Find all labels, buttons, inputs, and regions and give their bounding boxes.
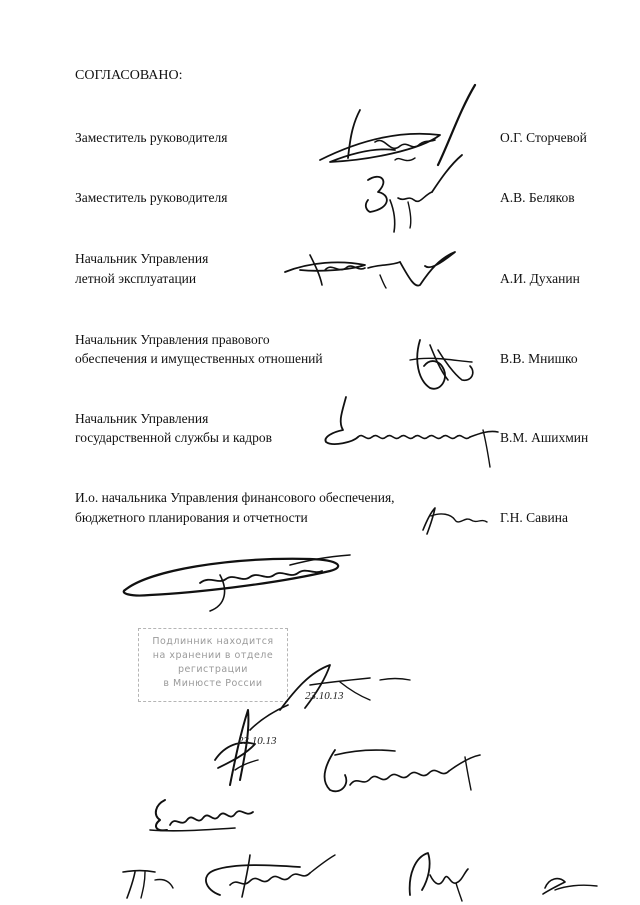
approver-2-position: Заместитель руководителя [75,190,228,205]
signature-7 [110,545,370,620]
signature-10 [315,735,495,805]
stamp-line-4: в Минюсте России [163,678,263,689]
stamp-line-2: на хранении в отделе [152,650,274,661]
signature-4 [400,330,490,400]
approver-3-position-line-1: Начальник Управления [75,251,209,266]
approver-5-position-line-1: Начальник Управления [75,411,209,426]
approver-5-name: В.М. Ашихмин [500,430,589,445]
signature-6 [415,500,495,540]
approver-3-position-line-2: летной эксплуатации [75,271,197,286]
approver-5-position-line-2: государственной службы и кадров [75,430,273,445]
signature-3 [280,240,470,300]
signature-2 [350,150,480,240]
approver-4-name: В.В. Мнишко [500,351,578,366]
approver-2-name: А.В. Беляков [500,190,575,205]
signature-13 [190,845,340,903]
approver-6-position-line-2: бюджетного планирования и отчетности [75,510,308,525]
date-1: 23.10.13 [305,690,344,702]
signature-12 [115,860,180,900]
signature-9 [200,700,300,795]
approver-3-name: А.И. Духанин [500,271,580,286]
registration-stamp [138,628,288,702]
approver-1-position: Заместитель руководителя [75,130,228,145]
signature-11 [145,790,265,840]
stamp-line-1: Подлинник находится [152,636,274,647]
approval-heading: СОГЛАСОВАНО: [75,68,183,83]
signature-15 [535,868,605,900]
approver-6-position-line-1: И.о. начальника Управления финансового обеспечения, [75,490,395,505]
approver-1-name: О.Г. Сторчевой [500,130,587,145]
approver-6-name: Г.Н. Савина [500,510,568,525]
date-2: 23.10.13 [238,735,277,747]
signature-14 [400,845,475,903]
stamp-line-3: регистрации [178,664,248,675]
approver-4-position-line-2: обеспечения и имущественных отношений [75,351,323,366]
signature-5 [318,392,518,472]
approver-4-position-line-1: Начальник Управления правового [75,332,270,347]
